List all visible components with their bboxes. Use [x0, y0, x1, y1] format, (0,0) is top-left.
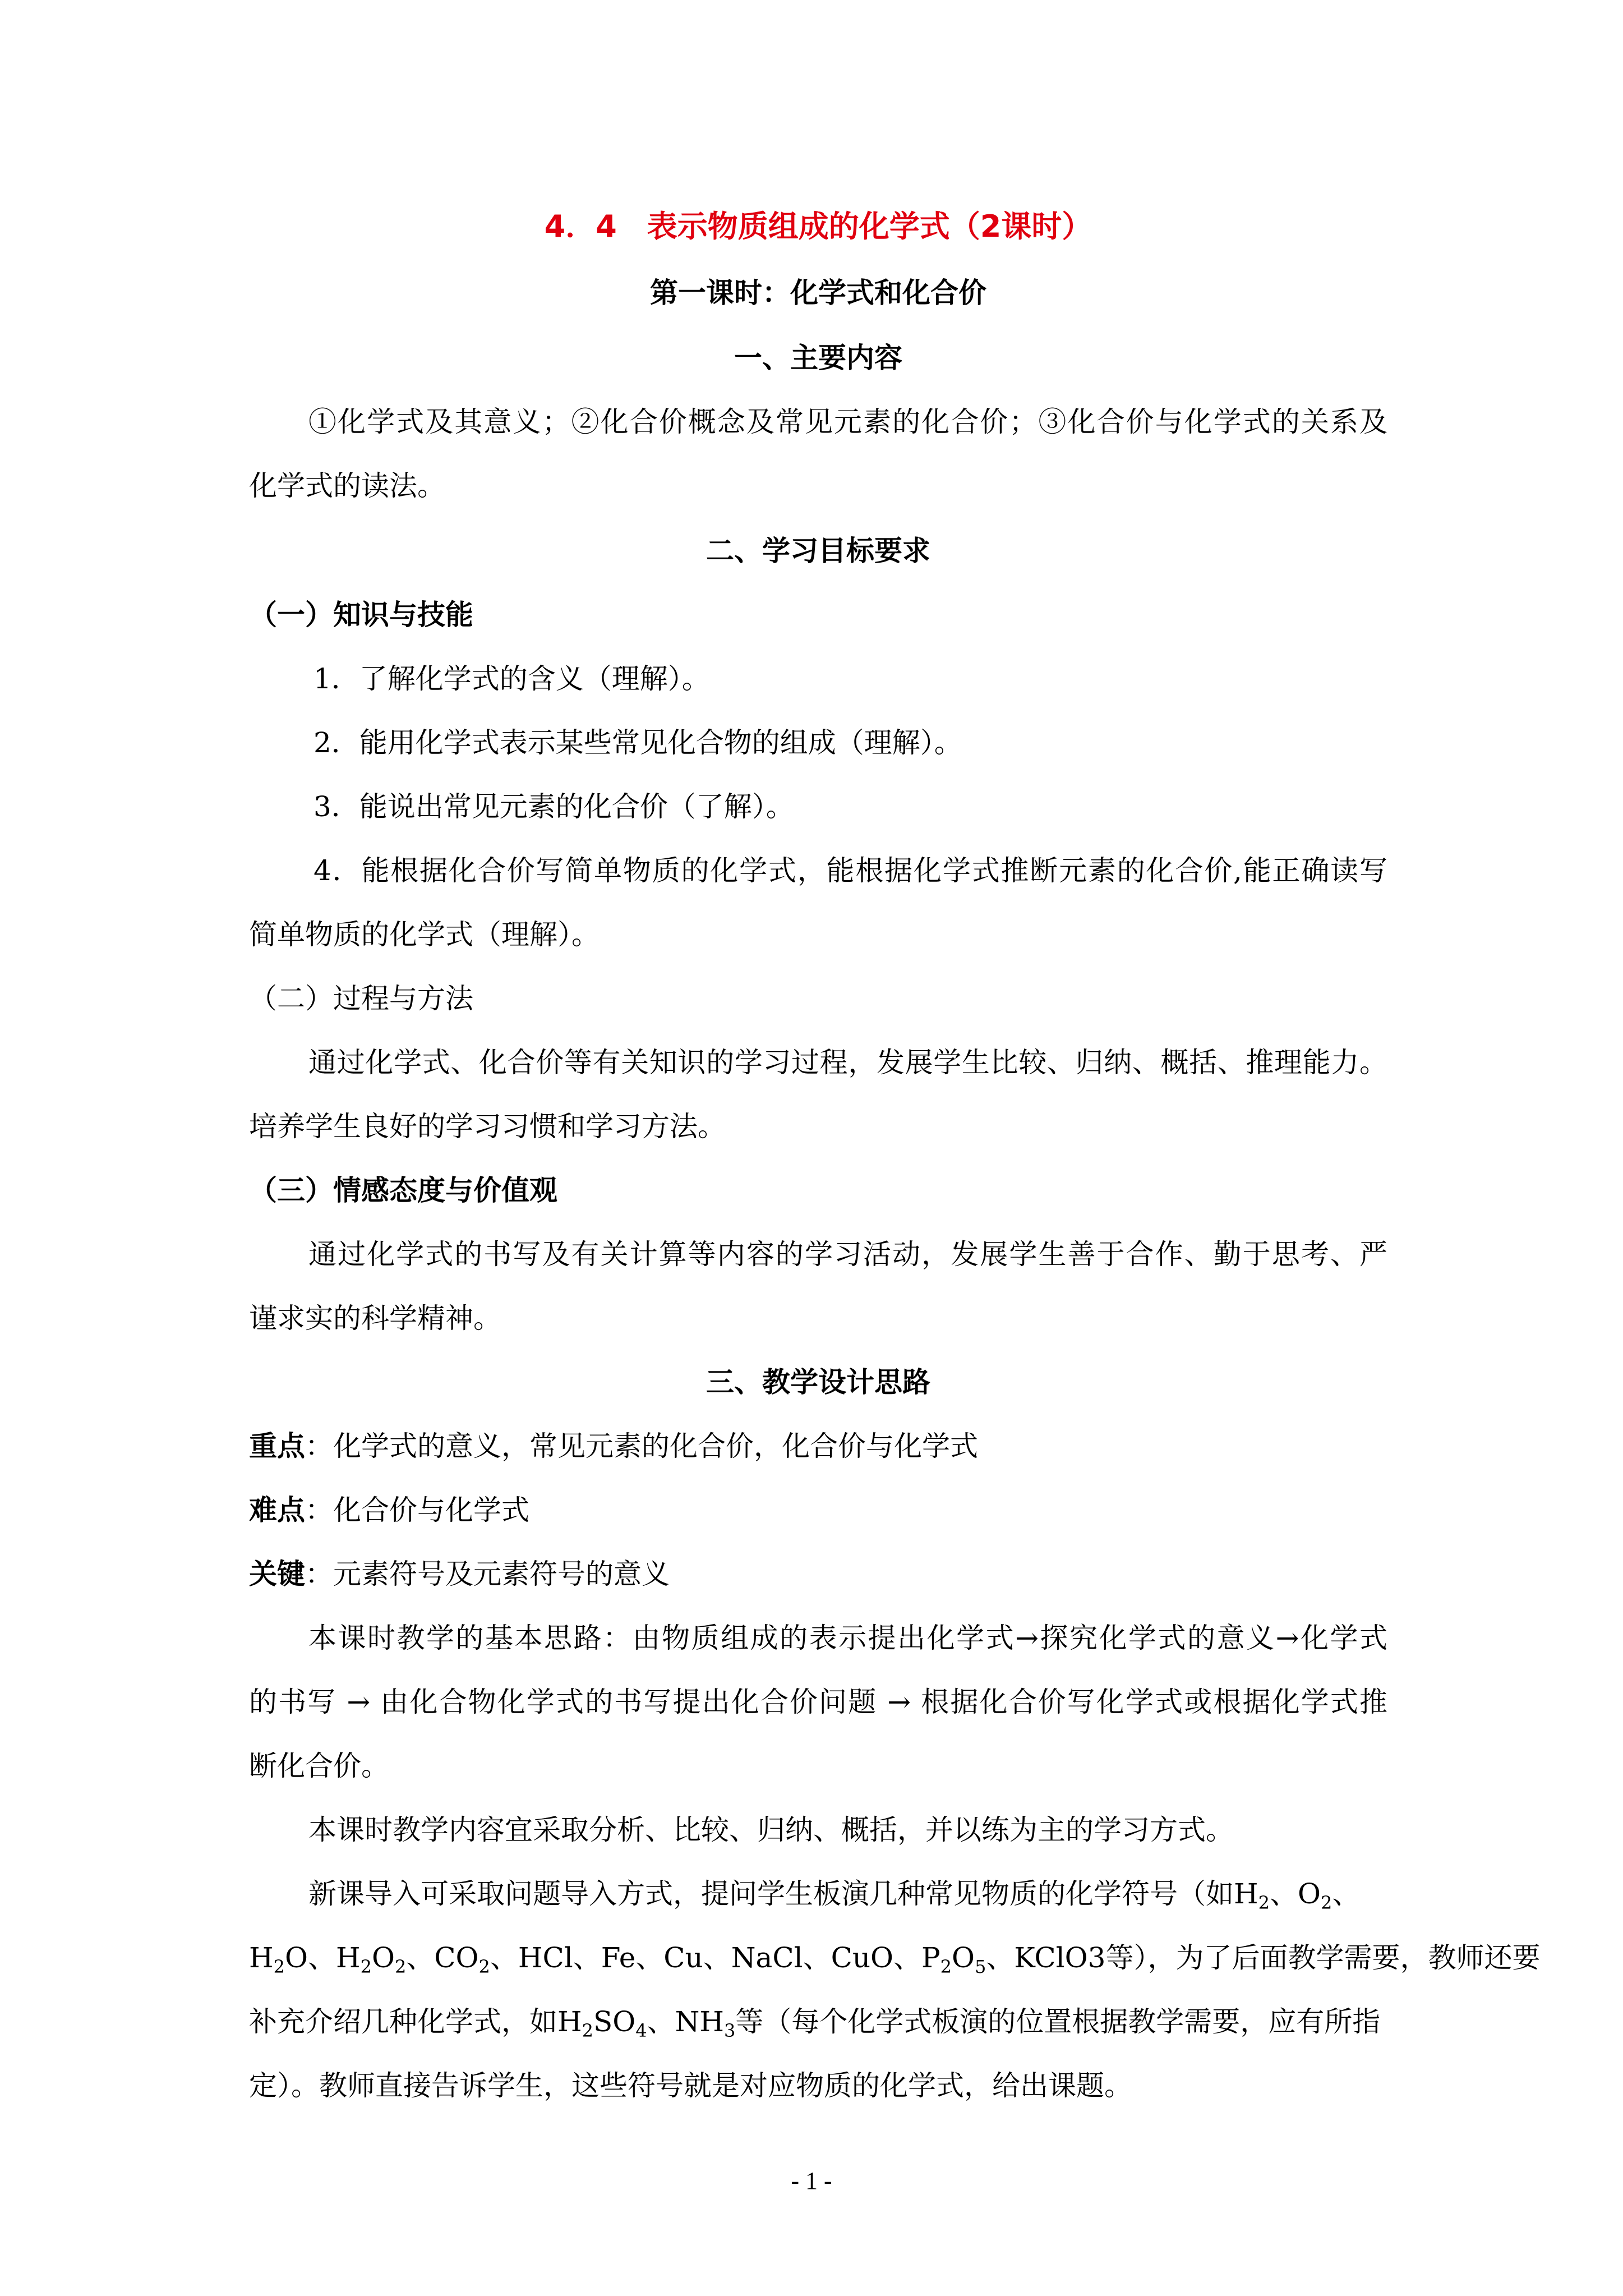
- intro-line3-start: 补充介绍几种化学式，如H: [249, 2005, 582, 2038]
- crux-text: ：元素符号及元素符号的意义: [305, 1558, 670, 1590]
- sub1-item4-line2: 简单物质的化学式（理解）。: [249, 918, 600, 951]
- idea-line1: 本课时教学的基本思路：由物质组成的表示提出化学式→探究化学式的意义→化学式: [308, 1622, 1387, 1654]
- section1-heading: 一、主要内容: [734, 342, 902, 374]
- sub1-item4-line1: 4．能根据化合价写简单物质的化学式，能根据化学式推断元素的化合价,能正确读写: [313, 854, 1387, 887]
- sub3-para-line2: 谨求实的科学精神。: [249, 1302, 501, 1335]
- sub2-para-line2: 培养学生良好的学习习惯和学习方法。: [249, 1110, 726, 1143]
- sub1-item1: 1．了解化学式的含义（理解）。: [313, 662, 710, 695]
- crux-line: [249, 1556, 1387, 1592]
- intro-line1: 新课导入可采取问题导入方式，提问学生板演几种常见物质的化学符号（如$H_2$、$O_2$、: [308, 1878, 1361, 1913]
- key-points-label: 重点: [249, 1430, 305, 1462]
- sub1-item3: 3．能说出常见元素的化合价（了解）。: [313, 790, 794, 823]
- sub2-heading: （二）过程与方法: [249, 982, 473, 1015]
- intro-line3-end: 等（每个化学式板演的位置根据教学需要，应有所指: [735, 2005, 1381, 2038]
- page-number: - 1 -: [791, 2167, 832, 2194]
- difficulty-label: 难点: [249, 1494, 305, 1526]
- intro-line4: 定）。教师直接告诉学生，这些符号就是对应物质的化学式，给出课题。: [249, 2069, 1132, 2102]
- lesson-heading: 第一课时：化学式和化合价: [650, 277, 986, 309]
- idea-line2: 的书写 → 由化合物化学式的书写提出化合价问题 → 根据化合价写化学式或根据化学式推: [249, 1686, 1387, 1718]
- sub1-heading: （一）知识与技能: [249, 599, 473, 631]
- idea-line3: 断化合价。: [249, 1750, 389, 1782]
- sub1-item2: 2．能用化学式表示某些常见化合物的组成（理解）。: [313, 726, 962, 759]
- intro-line2: $H_2O$、$H_2O_2$、$CO_2$、HCl、Fe、Cu、NaCl、CuO、$P_2O_5$、KClO3等），为了后面教学需要，教师还要: [249, 1941, 1541, 1977]
- sub3-heading: （三）情感态度与价值观: [249, 1174, 557, 1207]
- method-line: 本课时教学内容宜采取分析、比较、归纳、概括，并以练为主的学习方式。: [308, 1814, 1234, 1846]
- difficulty-line: [249, 1492, 1387, 1528]
- intro-line1-o2: 、O: [1269, 1878, 1321, 1910]
- section1-para-line2: 化学式的读法。: [249, 470, 445, 502]
- intro-line1-end: 、: [1332, 1878, 1361, 1910]
- section3-heading: 三、教学设计思路: [706, 1366, 930, 1398]
- intro-line1-text: 新课导入可采取问题导入方式，提问学生板演几种常见物质的化学符号（如H: [308, 1878, 1258, 1910]
- difficulty-text: ：化合价与化学式: [305, 1494, 529, 1526]
- intro-line2-end: 等），为了后面教学需要，教师还要: [1105, 1941, 1541, 1974]
- section2-heading: 二、学习目标要求: [706, 535, 930, 567]
- section1-para-line1: ①化学式及其意义；②化合价概念及常见元素的化合价；③化合价与化学式的关系及: [308, 406, 1387, 438]
- crux-label: 关键: [249, 1558, 305, 1590]
- key-points-line: [249, 1428, 1387, 1464]
- sub2-para-line1: 通过化学式、化合价等有关知识的学习过程，发展学生比较、归纳、概括、推理能力。: [308, 1046, 1387, 1079]
- sub3-para-line1: 通过化学式的书写及有关计算等内容的学习活动，发展学生善于合作、勤于思考、严: [308, 1238, 1387, 1271]
- key-points-text: ：化学式的意义，常见元素的化合价，化合价与化学式: [305, 1430, 978, 1462]
- document-title: 4．4 表示物质组成的化学式（2课时）: [544, 209, 1092, 244]
- intro-line3: 补充介绍几种化学式，如$H_2SO_4$、$NH_3$等（每个化学式板演的位置根据教学需要，应有所指: [249, 2005, 1381, 2041]
